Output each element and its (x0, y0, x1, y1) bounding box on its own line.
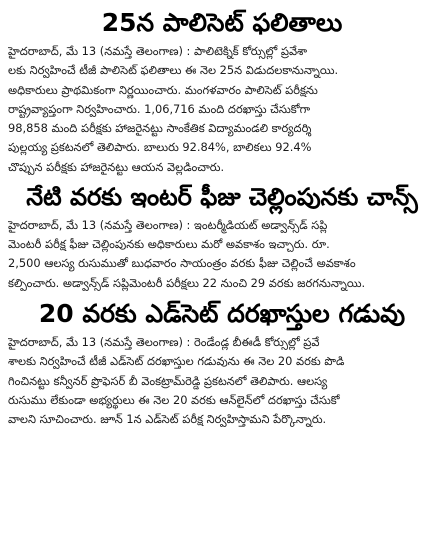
body-line: లకు నిర్వహించే టీజీ పాలిసెట్ ఫలితాలు ఈ నెల 25న విడుదలకానున్నాయి. (8, 63, 339, 78)
article-inter-fee (8, 177, 436, 293)
headline-inter-fee: నేటి వరకు ఇంటర్ ఫీజు చెల్లింపునకు చాన్స్ (26, 183, 418, 212)
body-line: వాలని సూచించారు. జూన్ 1న ఎడ్‌సెట్ పరీక్ష నిర్వహిస్తామని పేర్కొన్నారు. (8, 412, 327, 427)
article-body-inter-fee (8, 216, 436, 293)
body-line: రుసుము లేకుండా అభ్యర్థులు ఈ నెల 20 వరకు ఆన్‌లైన్‌లో దరఖాస్తు చేసుకో (8, 392, 340, 407)
body-line: 2,500 ఆలస్య రుసుముతో బుధవారం సాయంత్రం వరకు ఫీజు చెల్లించే అవకాశం (8, 256, 356, 271)
article-polycet (8, 0, 436, 177)
article-body-polycet (8, 42, 436, 177)
body-line: అధికారులు ప్రాథమికంగా నిర్ణయించారు. మంగళవారం పాలిసెట్ పరీక్షను (8, 82, 318, 97)
article-body-edcet (8, 333, 436, 429)
body-line: మెంటరీ పరీక్ష ఫీజు చెల్లింపునకు అధికారులు మరో అవకాశం ఇచ్చారు. రూ. (8, 237, 330, 252)
body-line: పుల్లయ్య ప్రకటనలో తెలిపారు. బాలురు 92.84%, బాలికలు 92.4% (8, 140, 312, 155)
headline-polycet: 25న పాలిసెట్ ఫలితాలు (101, 8, 343, 37)
body-line: హైదరాబాద్, మే 13 (నమస్తే తెలంగాణ) : ఇంటర్మీడియట్ అడ్వాన్స్‌డ్ సప్లి (8, 217, 328, 232)
body-line: హైదరాబాద్, మే 13 (నమస్తే తెలంగాణ) : పాలిటెక్నిక్ కోర్సుల్లో ప్రవేశా (8, 44, 308, 58)
headline-edcet: 20 వరకు ఎడ్‌సెట్ దరఖాస్తుల గడువు (38, 299, 406, 329)
body-line: హైదరాబాద్, మే 13 (నమస్తే తెలంగాణ) : రెండేండ్ల బీఈడీ కోర్సుల్లో ప్రవే (8, 335, 320, 350)
article-edcet (8, 293, 436, 429)
body-line: శాలకు నిర్వహించే టీజీ ఎడ్‌సెట్ దరఖాస్తుల గడువును ఈ నెల 20 వరకు పొడి (8, 354, 345, 369)
body-line: గించినట్టు కన్వీనర్ ప్రొఫెసర్ బీ వెంకట్రామ్‌రెడ్డి ప్రకటనలో తెలిపారు. ఆలస్య (8, 373, 328, 388)
body-line: చొప్పున పరీక్షకు హాజరైనట్టు ఆయన వెల్లడించారు. (8, 159, 225, 174)
body-line: రాష్ట్రవ్యాప్తంగా నిర్వహించారు. 1,06,716 మంది దరఖాస్తు చేసుకోగా (8, 101, 311, 116)
body-line: కల్పించారు. అడ్వాన్స్‌డ్ సప్లిమెంటరీ పరీక్షలు 22 నుంచి 29 వరకు జరగనున్నాయి. (8, 275, 366, 290)
body-line: 98,858 మంది పరీక్షకు హాజరైనట్టు సాంకేతిక విద్యామండలి కార్యదర్శి (8, 121, 312, 136)
